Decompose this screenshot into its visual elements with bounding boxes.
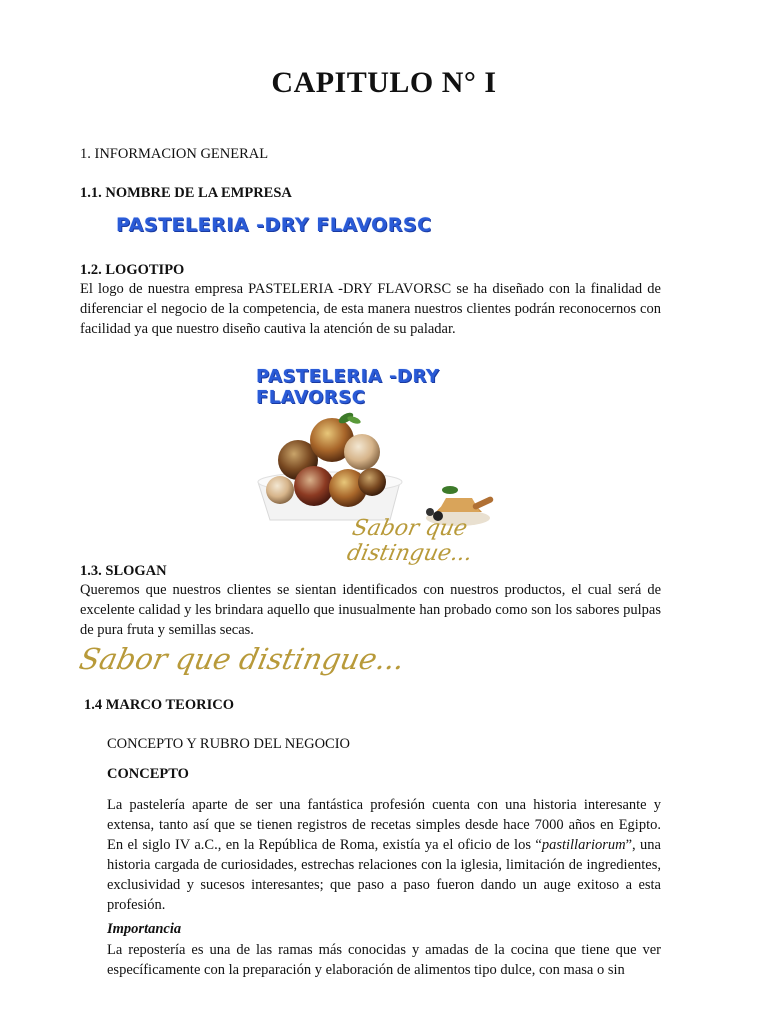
concepto-text-1: La pastelería aparte de ser una fantástica profesión cuenta con una historia interesante y extensa, tanto así que se tienen registros de recetas simples desde hace 7000 años en Egipto. En el siglo IV a.C., en la República de Roma, existía ya el oficio de los “ [107,797,661,853]
heading-slogan: 1.3. SLOGAN [80,563,167,579]
slogan-script: Sabor que distingue... [76,642,408,676]
logotipo-paragraph: El logo de nuestra empresa PASTELERIA -DRY FLAVORSC se ha diseñado con la finalidad de diferenciar el negocio de la competencia, de esta manera nuestros clientes podrán reconocernos con facilidad ya que nuestro diseño cautiva la atención de su paladar. [80,281,661,337]
heading-logotipo: 1.2. LOGOTIPO [80,262,185,278]
importancia-paragraph: La repostería es una de las ramas más conocidas y amadas de la cocina que tiene que ver específicamente con la preparación y elaboración de alimentos tipo dulce, con masa o sin [107,942,661,978]
concepto-paragraph [107,795,661,915]
heading-marco-teorico: 1.4 MARCO TEORICO [84,697,234,713]
concepto-text-2: ”, una historia cargada de curiosidades, estrechas relaciones con la iglesia, limitación de ingredientes, exclusividad y sucesos interesantes; que paso a paso fueron dando un auge exitoso a esta profesión. [107,837,661,913]
logo-slogan: Sabor que distingue... [344,516,475,566]
concepto-rubro: CONCEPTO Y RUBRO DEL NEGOCIO [107,736,351,752]
chapter-title: CAPITULO N° I [271,66,497,99]
logo-title: PASTELERIA -DRY FLAVORSC [256,366,440,408]
concepto-latin-term: pastillariorum [541,837,626,853]
section-informacion-general: 1. INFORMACION GENERAL [80,146,269,162]
heading-nombre-empresa: 1.1. NOMBRE DE LA EMPRESA [80,185,292,201]
heading-importancia: Importancia [107,921,182,937]
company-name-wordart: PASTELERIA -DRY FLAVORSC [116,214,432,236]
heading-concepto: CONCEPTO [107,766,189,782]
company-logo [250,362,520,566]
slogan-paragraph: Queremos que nuestros clientes se sientan identificados con nuestros productos, el cual será de excelente calidad y les brindara aquello que inusualmente han probado como son los sabores pulpas de pura fruta y semillas secas. [80,582,661,638]
